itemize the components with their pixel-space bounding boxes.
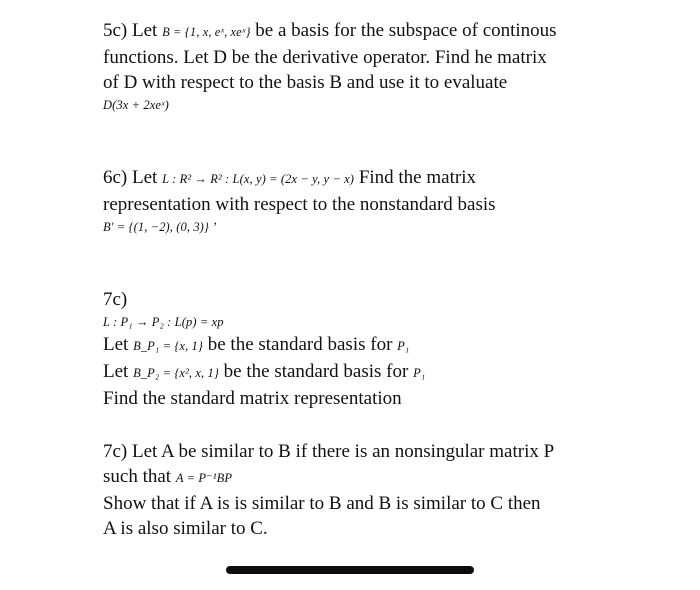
problem-5c-expression xyxy=(103,95,663,115)
problem-5c-basis-math: B = {1, x, eˣ, xeˣ} xyxy=(162,25,251,39)
problem-7c-map-math: L : P₁ → P₂ : L(p) = xp xyxy=(103,315,224,329)
problem-6c-line-1 xyxy=(103,165,663,192)
problem-5c-line-3: of D with respect to the basis B and use it to evaluate xyxy=(103,72,508,93)
similarity-line-2 xyxy=(103,464,663,491)
spacer xyxy=(103,237,663,287)
similarity-line-4: A is also similar to C. xyxy=(103,518,268,539)
problem-5c-expression-math: D(3x + 2xeˣ) xyxy=(103,98,169,112)
problem-5c-line-1 xyxy=(103,18,663,45)
problem-6c-prefix: 6c) Let xyxy=(103,167,163,188)
problem-7c-heading: 7c) xyxy=(103,289,128,310)
problem-6c-map-math: L : R² → R² : L(x, y) = (2x − y, y − x) xyxy=(162,172,355,186)
let-1-text: be the standard basis for xyxy=(202,334,398,355)
let-1-space-math: P₁ xyxy=(397,339,410,353)
let-2-prefix: Let xyxy=(103,361,134,382)
home-indicator-bar[interactable] xyxy=(226,566,474,574)
problem-7c-map xyxy=(103,312,663,332)
problem-6c-line-1-text: Find the matrix xyxy=(354,167,476,188)
problem-6c-line-2: representation with respect to the nonstandard basis xyxy=(103,194,496,215)
spacer xyxy=(103,115,663,165)
let-1-prefix: Let xyxy=(103,334,134,355)
let-2-space-math: P₁ xyxy=(413,366,426,380)
problem-5c-line-1-text: be a basis for the subspace of continous xyxy=(250,20,557,41)
problem-5c-line-2: functions. Let D be the derivative operator. Find he matrix xyxy=(103,47,547,68)
problem-5c-prefix: 5c) Let xyxy=(103,20,163,41)
similarity-line-1: 7c) Let A be similar to B if there is an nonsingular matrix P xyxy=(103,441,555,462)
problem-6c-basis xyxy=(103,217,663,237)
problem-7c-let-1 xyxy=(103,332,663,359)
similarity-math: A = P⁻¹BP xyxy=(175,471,233,485)
let-2-basis-math: B_P₂ = {x², x, 1} xyxy=(133,366,219,380)
problem-7c-similarity xyxy=(103,439,663,541)
similarity-line-3: Show that if A is is similar to B and B is similar to C then xyxy=(103,493,541,514)
document-page xyxy=(103,18,663,541)
spacer xyxy=(103,411,663,439)
problem-7c-linear-map xyxy=(103,287,663,411)
let-2-text: be the standard basis for xyxy=(218,361,414,382)
let-1-basis-math: B_P₁ = {x, 1} xyxy=(133,339,203,353)
problem-7c-final-line: Find the standard matrix representation xyxy=(103,388,402,409)
similarity-line-2-prefix: such that xyxy=(103,466,176,487)
problem-6c xyxy=(103,165,663,237)
problem-6c-basis-math: B' = {(1, −2), (0, 3)} ’ xyxy=(103,220,217,234)
problem-7c-let-2 xyxy=(103,359,663,386)
problem-5c xyxy=(103,18,663,115)
